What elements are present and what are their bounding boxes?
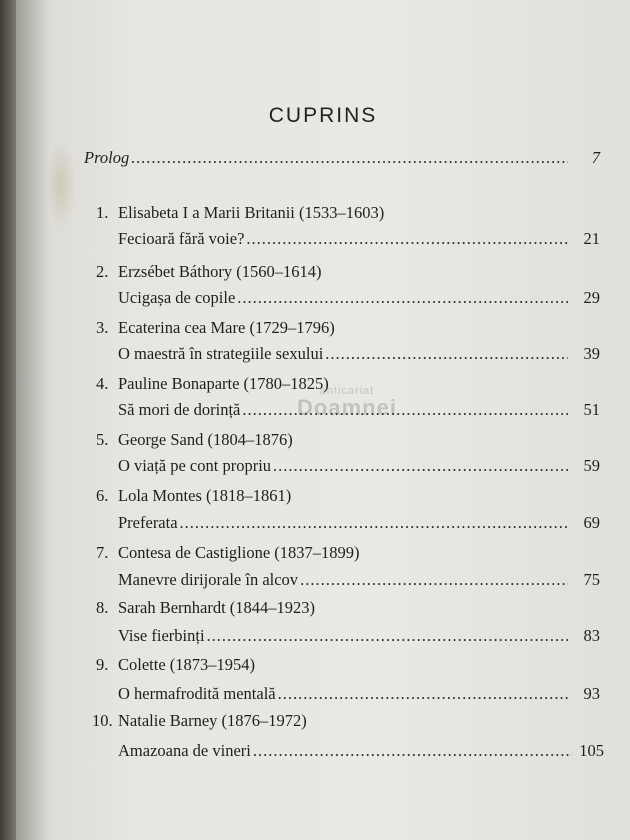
leader-dots (131, 148, 568, 168)
chapter-10-entry (118, 741, 604, 761)
chapter-6-entry (118, 513, 600, 533)
chapter-name: Sarah Bernhardt (1844–1923) (118, 598, 316, 617)
chapter-subtitle: O hermafrodită mentală (118, 684, 276, 703)
leader-dots (325, 344, 568, 364)
chapter-number: 2. (96, 262, 109, 281)
prolog-label: Prolog (84, 148, 130, 167)
toc-prolog (84, 148, 600, 168)
chapter-name: Pauline Bonaparte (1780–1825) (118, 374, 329, 393)
chapter-8-entry (118, 626, 600, 646)
leader-dots (180, 513, 568, 533)
chapter-subtitle: O viață pe cont propriu (118, 456, 272, 475)
chapter-number: 8. (96, 598, 109, 617)
chapter-number: 1. (96, 203, 109, 222)
chapter-number: 4. (96, 374, 109, 393)
chapter-name: Erzsébet Báthory (1560–1614) (118, 262, 322, 281)
chapter-subtitle: Să mori de dorință (118, 400, 241, 419)
leader-dots (300, 570, 568, 590)
chapter-subtitle: Preferata (118, 513, 178, 532)
chapter-page: 59 (583, 456, 600, 475)
leader-dots (253, 741, 572, 761)
chapter-7-entry (118, 570, 600, 590)
chapter-number: 6. (96, 486, 109, 505)
chapter-name: Natalie Barney (1876–1972) (118, 711, 307, 730)
chapter-5-heading (96, 430, 293, 450)
chapter-1-entry (118, 229, 600, 249)
chapter-9-heading (96, 655, 255, 675)
page-stain (46, 140, 76, 230)
leader-dots (207, 626, 568, 646)
book-page (16, 0, 630, 840)
chapter-page: 21 (583, 229, 600, 248)
chapter-page: 93 (583, 684, 600, 703)
chapter-10-heading (92, 711, 307, 731)
chapter-6-heading (96, 486, 291, 506)
chapter-number: 9. (96, 655, 109, 674)
chapter-9-entry (118, 684, 600, 704)
leader-dots (246, 229, 568, 249)
prolog-page: 7 (591, 148, 600, 167)
chapter-subtitle: Vise fierbinți (118, 626, 205, 645)
chapter-2-entry (118, 288, 600, 308)
chapter-number: 5. (96, 430, 109, 449)
leader-dots (273, 456, 568, 476)
watermark-stamp (282, 386, 412, 438)
chapter-number: 10. (92, 711, 113, 730)
chapter-page: 29 (583, 288, 600, 307)
chapter-3-entry (118, 344, 600, 364)
chapter-page: 39 (583, 344, 600, 363)
chapter-subtitle: Fecioară fără voie? (118, 229, 245, 248)
chapter-page: 105 (579, 741, 604, 760)
chapter-page: 75 (583, 570, 600, 589)
chapter-number: 7. (96, 543, 109, 562)
watermark-line1: anticariat (319, 385, 375, 397)
chapter-number: 3. (96, 318, 109, 337)
chapter-name: Elisabeta I a Marii Britanii (1533–1603) (118, 203, 385, 222)
chapter-8-heading (96, 598, 315, 618)
chapter-2-heading (96, 262, 321, 282)
chapter-page: 83 (583, 626, 600, 645)
chapter-7-heading (96, 543, 360, 563)
chapter-name: Contesa de Castiglione (1837–1899) (118, 543, 360, 562)
chapter-5-entry (118, 456, 600, 476)
chapter-name: Ecaterina cea Mare (1729–1796) (118, 318, 335, 337)
chapter-name: Colette (1873–1954) (118, 655, 256, 674)
chapter-page: 69 (583, 513, 600, 532)
chapter-name: George Sand (1804–1876) (118, 430, 293, 449)
chapter-page: 51 (583, 400, 600, 419)
chapter-subtitle: Manevre dirijorale în alcov (118, 570, 299, 589)
leader-dots (237, 288, 568, 308)
chapter-subtitle: O maestră în strategiile sexului (118, 344, 324, 363)
chapter-subtitle: Ucigașa de copile (118, 288, 236, 307)
leader-dots (278, 684, 568, 704)
chapter-name: Lola Montes (1818–1861) (118, 486, 292, 505)
page-title: CUPRINS (268, 104, 378, 128)
chapter-subtitle: Amazoana de vineri (118, 741, 251, 760)
watermark-line2: Doamnei (297, 395, 397, 420)
chapter-3-heading (96, 318, 335, 338)
chapter-1-heading (96, 203, 384, 223)
